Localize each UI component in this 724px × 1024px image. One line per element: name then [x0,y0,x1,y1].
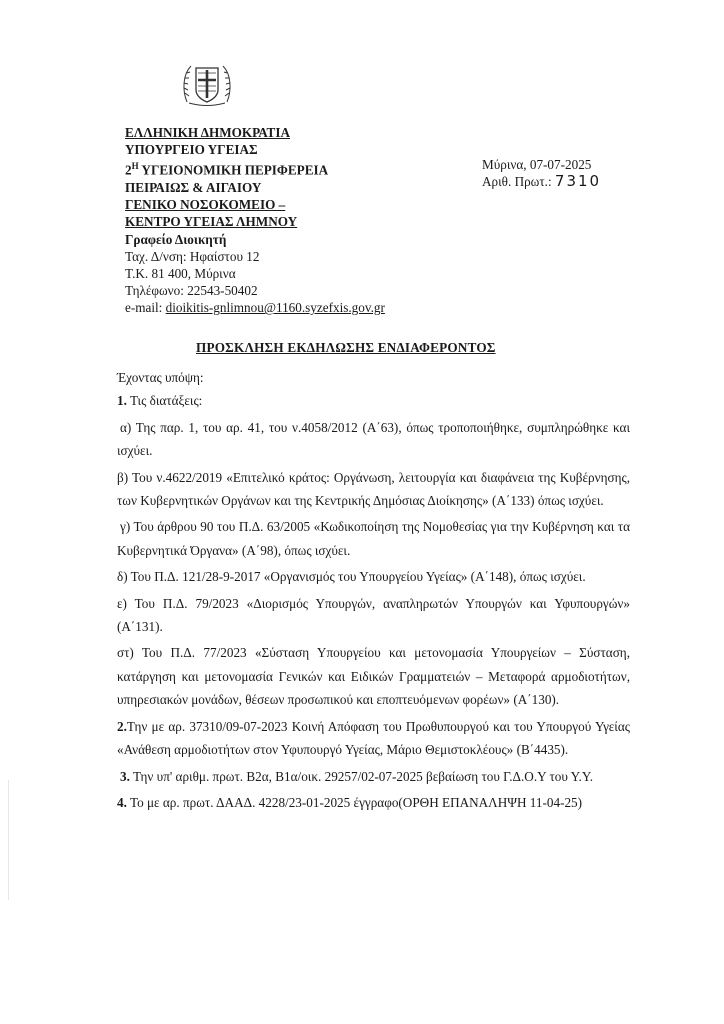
office-name: Γραφείο Διοικητή [125,231,227,247]
protocol-number: 7310 [554,172,602,191]
ministry-line: ΥΠΟΥΡΓΕΙΟ ΥΓΕΙΑΣ [125,142,258,158]
health-region-line [125,158,385,179]
email-line [125,299,385,316]
health-region-line-2: ΠΕΙΡΑΙΩΣ & ΑΙΓΑΙΟΥ [125,180,262,195]
provision-c: γ) Του άρθρου 90 του Π.Δ. 63/2005 «Κωδικοποίηση της Νομοθεσίας για την Κυβέρνηση και τα Κυβερνητικά Όργανα» (Α΄98), όπως ισχύει. [117,519,630,558]
region-number: 2 [125,162,132,178]
provision-b: β) Του ν.4622/2019 «Επιτελικό κράτος: Οργάνωση, λειτουργία και διαφάνεια της Κυβέρνησης, των Κυβερνητικών Οργάνων και της Κεντρικής Δημόσιας Διοίκησης» (Α΄133) όπως ισχύει. [117,469,630,509]
address-line: Ταχ. Δ/νση: Ηφαίστου 12 [125,248,260,264]
section-4 [117,791,630,814]
region-name: ΥΓΕΙΟΝΟΜΙΚΗ ΠΕΡΙΦΕΡΕΙΑ [138,162,329,178]
section-1-number: 1. [117,393,127,409]
hospital-line-2: ΚΕΝΤΡΟ ΥΓΕΙΑΣ ΛΗΜΝΟΥ [125,214,298,230]
section-4-number: 4. [117,794,127,810]
hospital-line-1: ΓΕΝΙΚΟ ΝΟΣΟΚΟΜΕΙΟ – [125,197,286,213]
section-2-text: Την με αρ. 37310/09-07-2023 Κοινή Απόφαση του Πρωθυπουργού και του Υπουργού Υγείας «Ανάθεση αρμοδιοτήτων στον Υφυπουργό Υγείας, Μάριο Θεμιστοκλέους» (Β΄4435). [117,718,630,758]
section-3-text: Την υπ' αριθμ. πρωτ. Β2α, Β1α/οικ. 29257/02-07-2025 βεβαίωση του Γ.Δ.Ο.Υ του Υ.Υ. [129,768,594,784]
section-4-text: Το με αρ. πρωτ. ΔΑΑΔ. 4228/23-01-2025 έγγραφο(ΟΡΘΗ ΕΠΑΝΑΛΗΨΗ 11-04-25) [126,794,583,810]
section-2 [117,715,630,762]
protocol-line [482,173,601,190]
place-date: Μύρινα, 07-07-2025 [482,157,592,172]
region-superscript: Η [131,161,139,172]
provision-st: στ) Του Π.Δ. 77/2023 «Σύσταση Υπουργείου και μετονομασία Υπουργείων – Σύσταση, κατάργηση και μετονομασία Γενικών και Ειδικών Γραμματειών – Μεταφορά αρμοδιοτήτων, υπηρεσιακών μονάδων, θέσεων προσωπικού και εποπτευόμενων φορέων» (Α΄130). [117,645,630,708]
sender-header [125,124,385,317]
phone-line: Τηλέφωνο: 22543-50402 [125,283,258,299]
provision-a: α) Της παρ. 1, του αρ. 41, του ν.4058/2012 (Α΄63), όπως τροποποιήθηκε, συμπληρώθηκε και ισχύει. [117,419,630,459]
section-1-text: Τις διατάξεις: [126,393,203,409]
intro-text: Έχοντας υπόψη: [117,370,204,385]
section-1 [117,389,630,412]
document-title: ΠΡΟΣΚΛΗΣΗ ΕΚΔΗΛΩΣΗΣ ΕΝΔΙΑΦΕΡΟΝΤΟΣ [196,340,496,355]
section-2-number: 2. [117,718,127,734]
protocol-label: Αριθ. Πρωτ.: [482,174,555,190]
postal-line: Τ.Κ. 81 400, Μύρινα [125,266,236,282]
greek-coat-of-arms-emblem [181,58,233,108]
republic-line: ΕΛΛΗΝΙΚΗ ΔΗΜΟΚΡΑΤΙΑ [125,125,290,140]
email-link[interactable]: dioikitis-gnlimnou@1160.syzefxis.gov.gr [165,300,385,316]
document-meta [482,156,601,190]
email-label: e-mail: [125,300,166,316]
document-body [117,366,630,814]
section-3-number: 3. [120,768,130,784]
provision-e: ε) Του Π.Δ. 79/2023 «Διορισμός Υπουργών, αναπληρωτών Υπουργών και Υφυπουργών» (Α΄131). [117,595,630,635]
section-3 [117,765,630,788]
scan-edge-line [8,780,9,900]
provision-d: δ) Του Π.Δ. 121/28-9-2017 «Οργανισμός του Υπουργείου Υγείας» (Α΄148), όπως ισχύει. [117,569,586,585]
